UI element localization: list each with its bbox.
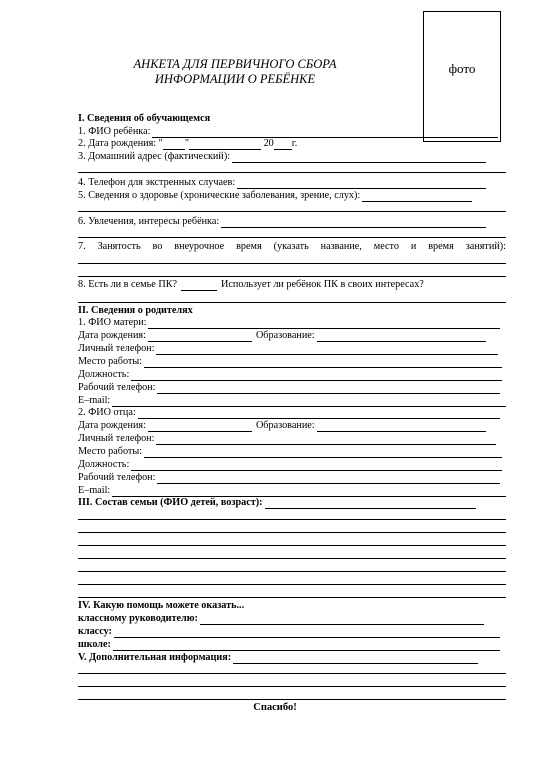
pc-answer-field[interactable] xyxy=(181,280,217,291)
mother-birthdate-field[interactable] xyxy=(78,330,506,342)
mother-name-label: 1. ФИО матери: xyxy=(78,317,147,328)
father-personal-phone-field[interactable] xyxy=(78,433,506,445)
father-email-field[interactable] xyxy=(78,485,506,497)
mother-email-label: E–mail: xyxy=(78,395,111,406)
father-position-field[interactable] xyxy=(78,459,506,471)
section-4-heading: IV. Какую помощь можете оказать... xyxy=(78,600,245,611)
extracurricular-line-1[interactable] xyxy=(78,263,506,264)
section-5-heading: V. Дополнительная информация: xyxy=(78,652,232,663)
mother-position-field[interactable] xyxy=(78,369,506,381)
father-work-phone-field[interactable] xyxy=(78,472,506,484)
child-name-label: 1. ФИО ребёнка: xyxy=(78,126,151,137)
child-name-field[interactable] xyxy=(78,126,506,138)
section-3-heading: III. Состав семьи (ФИО детей, возраст): xyxy=(78,497,263,508)
extracurricular-line-2[interactable] xyxy=(78,276,506,277)
family-line-7[interactable] xyxy=(78,597,506,598)
home-address-line-2[interactable] xyxy=(78,172,506,173)
pc-answer-line[interactable] xyxy=(78,302,506,303)
form-title-line-1: АНКЕТА ДЛЯ ПЕРВИЧНОГО СБОРА xyxy=(133,57,337,71)
pc-question-2: Использует ли ребёнок ПК в своих интересах? xyxy=(221,279,424,290)
father-education-label: Образование: xyxy=(255,420,315,431)
mother-work-phone-field[interactable] xyxy=(78,382,506,394)
health-info-line-2[interactable] xyxy=(78,211,506,212)
family-line-4[interactable] xyxy=(78,558,506,559)
section-2-heading: II. Сведения о родителях xyxy=(78,305,193,316)
child-birthdate-field[interactable]: 2. Дата рождения: " " 20 г. xyxy=(78,138,298,149)
additional-info-field[interactable] xyxy=(78,652,506,664)
father-education-field[interactable] xyxy=(317,421,486,432)
father-position-label: Должность: xyxy=(78,459,130,470)
mother-personal-phone-field[interactable] xyxy=(78,343,506,355)
mother-name-field[interactable] xyxy=(78,317,506,329)
emergency-phone-label: 4. Телефон для экстренных случаев: xyxy=(78,177,236,188)
mother-personal-phone-label: Личный телефон: xyxy=(78,343,155,354)
father-email-label: E–mail: xyxy=(78,485,111,496)
family-line-5[interactable] xyxy=(78,571,506,572)
help-teacher-label: классному руководителю: xyxy=(78,613,198,624)
father-birthdate-label: Дата рождения: xyxy=(78,420,146,431)
family-line-1[interactable] xyxy=(78,519,506,520)
child-birthdate-label: 2. Дата рождения: " xyxy=(78,138,163,149)
health-info-label: 5. Сведения о здоровье (хронические заболевания, зрение, слух): xyxy=(78,190,361,201)
hobbies-line-2[interactable] xyxy=(78,237,506,238)
home-address-label: 3. Домашний адрес (фактический): xyxy=(78,151,231,162)
help-teacher-field[interactable] xyxy=(78,613,506,625)
mother-education-field[interactable] xyxy=(317,331,486,342)
help-class-field[interactable] xyxy=(78,626,506,638)
mother-position-label: Должность: xyxy=(78,369,130,380)
father-birthdate-field[interactable] xyxy=(78,420,506,432)
photo-label: фото xyxy=(448,61,476,76)
father-workplace-field[interactable] xyxy=(78,446,506,458)
pc-question-row xyxy=(78,279,506,291)
thanks-text: Спасибо! xyxy=(253,702,297,713)
form-title-line-2: ИНФОРМАЦИИ О РЕБЁНКЕ xyxy=(154,72,316,86)
mother-email-field[interactable] xyxy=(78,395,506,407)
mother-workplace-field[interactable] xyxy=(78,356,506,368)
pc-question-1: 8. Есть ли в семье ПК? xyxy=(78,279,178,290)
family-line-2[interactable] xyxy=(78,532,506,533)
help-school-field[interactable] xyxy=(78,639,506,651)
father-name-label: 2. ФИО отца: xyxy=(78,407,136,418)
family-line-3[interactable] xyxy=(78,545,506,546)
family-line-6[interactable] xyxy=(78,584,506,585)
mother-work-phone-label: Рабочий телефон: xyxy=(78,382,156,393)
father-name-field[interactable] xyxy=(78,407,506,419)
mother-birthdate-label: Дата рождения: xyxy=(78,330,146,341)
father-work-phone-label: Рабочий телефон: xyxy=(78,472,156,483)
additional-info-line-3[interactable] xyxy=(78,699,506,700)
mother-education-label: Образование: xyxy=(255,330,315,341)
hobbies-field[interactable] xyxy=(78,216,506,228)
help-school-label: школе: xyxy=(78,639,111,650)
emergency-phone-field[interactable] xyxy=(78,177,506,189)
section-1-heading: I. Сведения об обучающемся xyxy=(78,113,211,124)
additional-info-line-1[interactable] xyxy=(78,673,506,674)
extracurricular-label: 7. Занятость во внеурочное время (указать название, место и время занятий): xyxy=(78,241,506,252)
family-composition-field[interactable] xyxy=(78,497,506,509)
health-info-field[interactable] xyxy=(78,190,506,202)
father-personal-phone-label: Личный телефон: xyxy=(78,433,155,444)
home-address-field[interactable] xyxy=(78,151,506,163)
help-class-label: классу: xyxy=(78,626,112,637)
mother-workplace-label: Место работы: xyxy=(78,356,143,367)
additional-info-line-2[interactable] xyxy=(78,686,506,687)
form-title xyxy=(90,57,380,87)
father-workplace-label: Место работы: xyxy=(78,446,143,457)
hobbies-label: 6. Увлечения, интересы ребёнка: xyxy=(78,216,220,227)
